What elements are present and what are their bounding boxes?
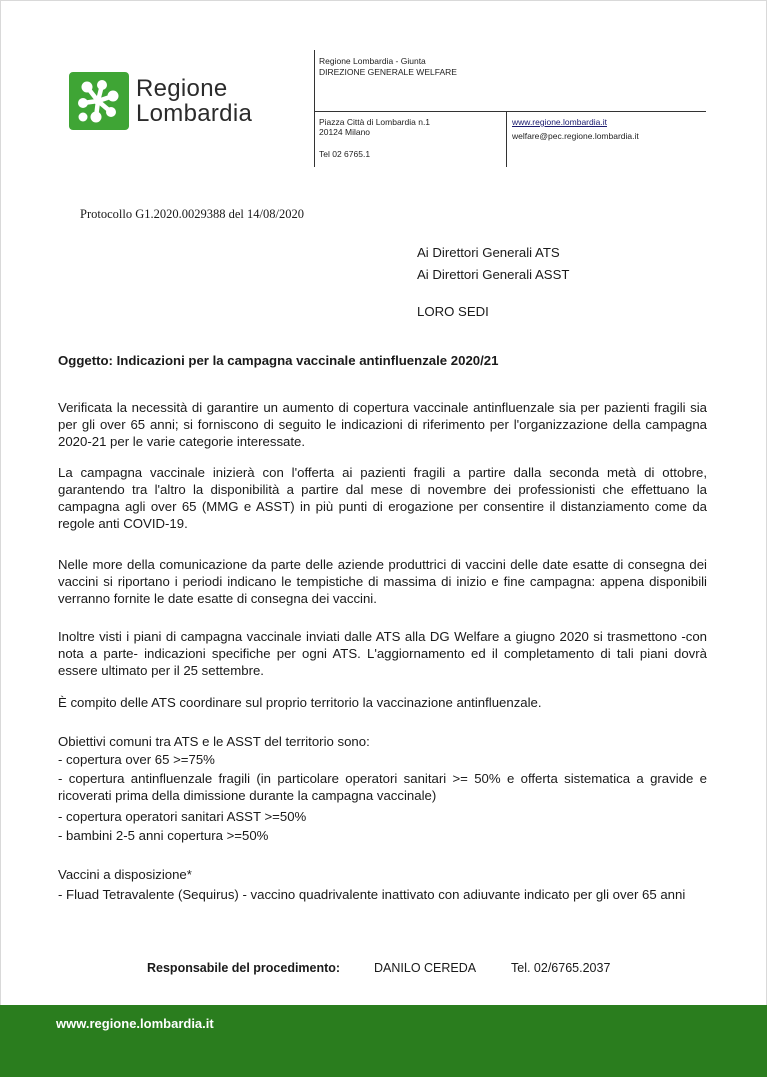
org-name: Regione Lombardia - Giunta (319, 56, 426, 66)
address-street: Piazza Città di Lombardia n.1 (319, 117, 431, 127)
objective-item: - copertura over 65 >=75% (58, 752, 215, 767)
objectives-intro: Obiettivi comuni tra ATS e le ASST del territorio sono: (58, 734, 370, 749)
paragraph-2: La campagna vaccinale inizierà con l'offerta ai pazienti fragili a partire dalla seconda metà di ottobre, garantendo tra l'altro la disponibilità a partire dal mese di novembre dei professionisti che effettuano la campagna agli over 65 (MMG e ASST) in più punti di erogazione per consentire il distanziamento come da regole anti COVID-19. (58, 465, 707, 531)
objective-item: - bambini 2-5 anni copertura >=50% (58, 828, 269, 843)
header-phone: Tel 02 6765.1 (319, 149, 371, 159)
header-email: welfare@pec.regione.lombardia.it (512, 131, 639, 141)
vaccine-item: - Fluad Tetravalente (Sequirus) - vaccino quadrivalente inattivato con adiuvante indicato per gli over 65 anni (58, 887, 686, 902)
logo-line-2: Lombardia (136, 100, 253, 127)
responsible-phone: Tel. 02/6765.2037 (511, 961, 611, 975)
header-divider-mid (506, 111, 507, 167)
protocol-number: Protocollo G1.2020.0029388 del 14/08/2020 (80, 207, 304, 221)
logo-line-1: Regione (136, 75, 228, 102)
address-city: 20124 Milano (319, 127, 371, 137)
footer-website-link[interactable]: www.regione.lombardia.it (56, 1016, 214, 1031)
vaccines-intro: Vaccini a disposizione* (58, 867, 192, 882)
paragraph-1: Verificata la necessità di garantire un aumento di copertura vaccinale antinfluenzale sia per pazienti fragili sia per gli over 65 anni; si forniscono di seguito le indicazioni di riferimento per l'organizzazione della campagna 2020-21 per le varie categorie interessate. (58, 400, 707, 449)
responsible-name: DANILO CEREDA (374, 961, 477, 975)
header-divider-vertical-lower (314, 111, 315, 167)
rosa-camuna-icon (69, 72, 129, 130)
paragraph-3: Nelle more della comunicazione da parte delle aziende produttrici di vaccini delle date esatte di consegna dei vaccini si riportano i periodi indicano le tempistiche di massima di inizio e fine campagna: appena disponibili verranno fornite le date esatte di consegna dei vaccini. (58, 557, 707, 606)
org-department: DIREZIONE GENERALE WELFARE (319, 67, 457, 77)
logo-wordmark (136, 76, 252, 126)
header-divider-vertical (314, 50, 315, 112)
objective-item: - copertura operatori sanitari ASST >=50% (58, 809, 307, 824)
objective-item: - copertura antinfluenzale fragili (in particolare operatori sanitari >= 50% e offerta sistematica a gravide e ricoverati prima della dimissione durante la campagna vaccinale) (58, 771, 707, 803)
header-website-link[interactable]: www.regione.lombardia.it (512, 117, 607, 127)
recipient-ats: Ai Direttori Generali ATS (417, 245, 560, 260)
responsible-label: Responsabile del procedimento: (147, 961, 341, 975)
recipient-asst: Ai Direttori Generali ASST (417, 267, 570, 282)
recipient-sedi: LORO SEDI (417, 304, 489, 319)
regione-lombardia-logo (69, 70, 284, 132)
footer-bar (0, 1005, 767, 1077)
paragraph-5: È compito delle ATS coordinare sul proprio territorio la vaccinazione antinfluenzale. (58, 695, 542, 710)
header-divider-horizontal (314, 111, 706, 112)
subject-line: Oggetto: Indicazioni per la campagna vaccinale antinfluenzale 2020/21 (58, 353, 499, 368)
paragraph-4: Inoltre visti i piani di campagna vaccinale inviati dalle ATS alla DG Welfare a giugno 2020 si trasmettono -con nota a parte- indicazioni specifiche per ogni ATS. L'aggiornamento ed il completamento di tali piani dovrà essere ultimato per il 25 settembre. (58, 629, 707, 678)
